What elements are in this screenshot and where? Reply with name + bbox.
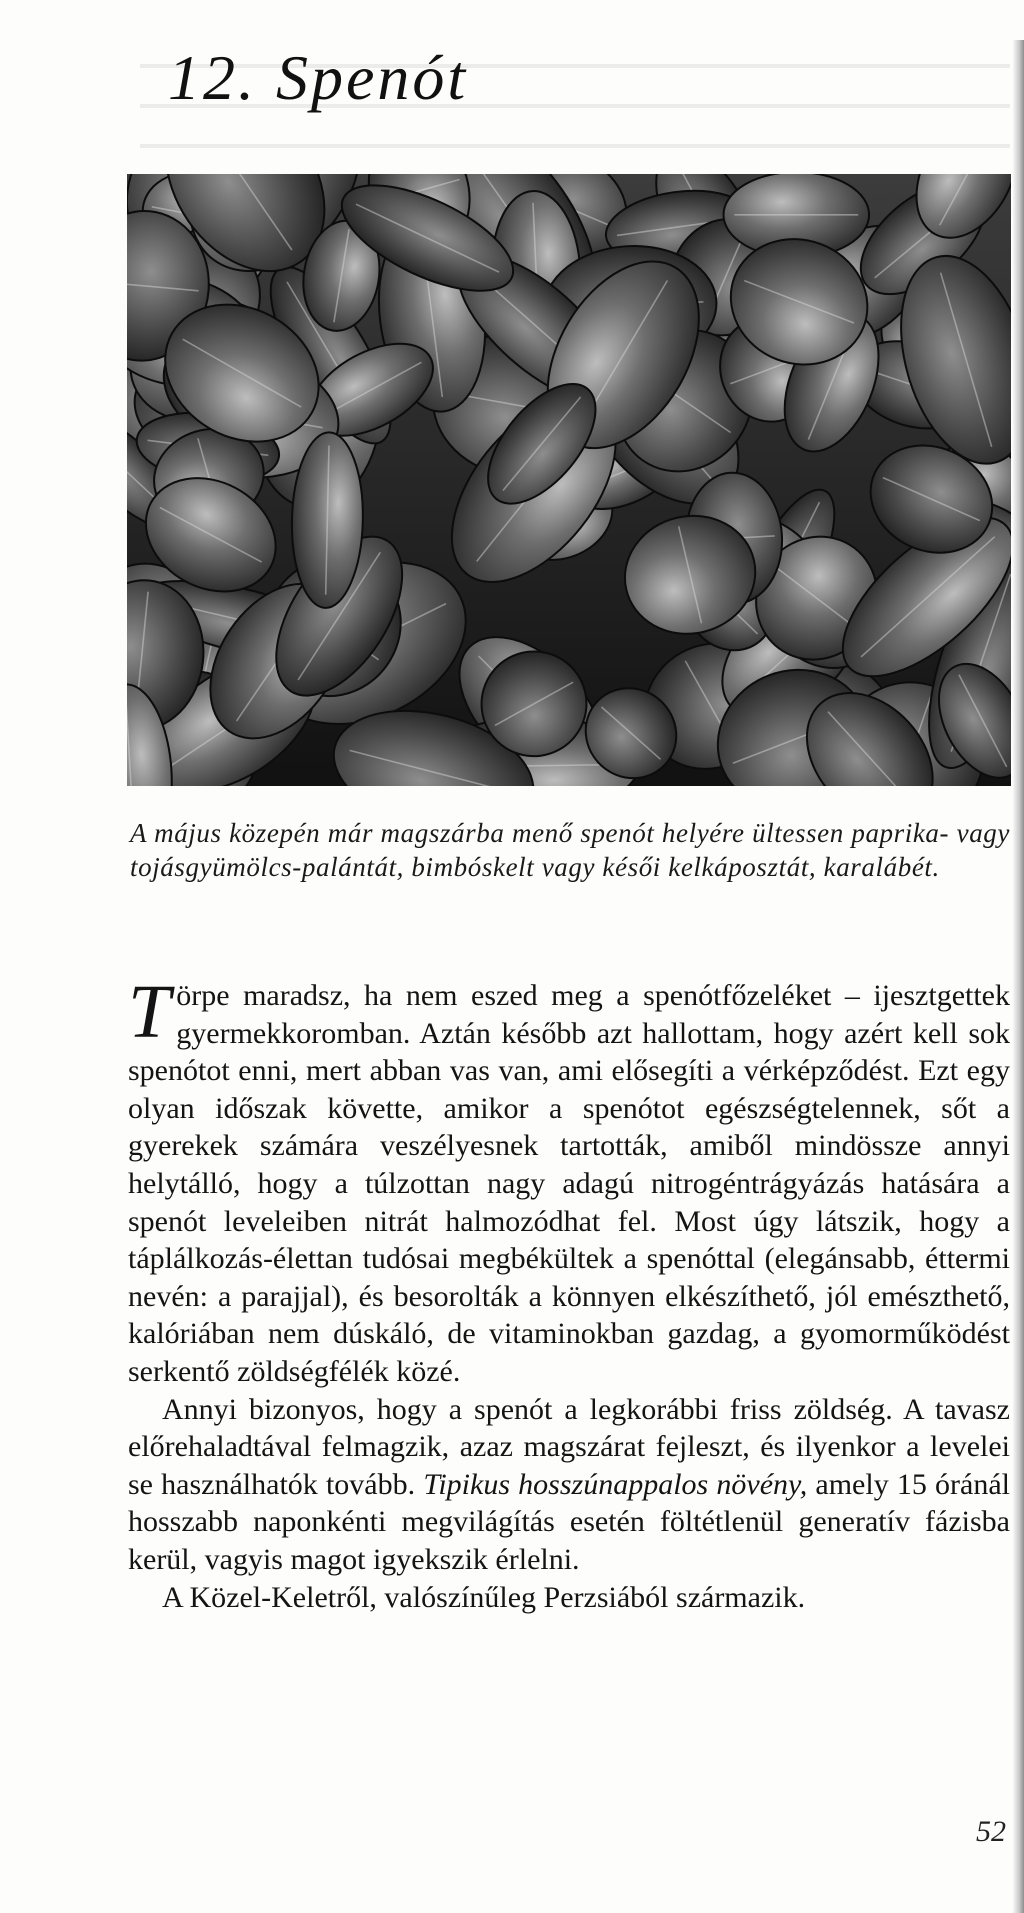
paragraph-2-text-before: Annyi bizonyos, hogy a spenót a legkorábbi friss zöldség. A tavasz előrehaladtával felmagzik, azaz magszárat fejleszt, és ilyenkor a levelei se használhatók tovább. [128, 1392, 1010, 1501]
paragraph-2-emphasis: Tipikus hosszúnappalos növény, [423, 1467, 808, 1501]
chapter-title: 12. Spenót [168, 42, 469, 113]
article-body [128, 970, 1011, 1616]
paragraph-1 [128, 970, 1010, 1391]
photo-caption: A május közepén már magszárba menő spenót helyére ültessen paprika- vagy tojásgyümölcs-palántát, bimbóskelt vagy késői kelkáposztát, karalábét. [130, 818, 1010, 882]
page-number: 52 [976, 1815, 1006, 1848]
paragraph-2-text-after: amely 15 óránál hosszabb naponkénti megvilágítás esetén föltétlenül generatív fázisba kerül, vagyis magot igyekszik érlelni. [128, 1467, 1011, 1576]
page-edge-shadow [1012, 40, 1024, 1913]
paragraph-2 [128, 1391, 1010, 1579]
paragraph-3: A Közel-Keletről, valószínűleg Perzsiából származik. [162, 1580, 806, 1614]
paragraph-1-text: örpe maradsz, ha nem eszed meg a spenótfőzeléket – ijesztgettek gyermekkoromban. Aztán később azt hallottam, hogy azért kell sok spenótot enni, mert abban vas van, ami elősegíti a vérképződést. Ezt egy olyan időszak követte, amikor a spenótot egészségtelennek, sőt a gyerekek számára veszélyesnek tartották, amiből mindössze annyi helytálló, hogy a túlzottan nagy adagú nitrogéntrágyázás hatására a spenót leveleiben nitrát halmozódhat fel. Most úgy látszik, hogy a táplálkozás-élettan tudósai megbékültek a spenóttal (elegánsabb, éttermi nevén: a parajjal), és besorolták a könnyen elkészíthető, jól emészthető, kalóriában nem dúskáló, de vitaminokban gazdag, a gyomorműködést serkentő zöldségfélék közé. [128, 979, 1010, 1388]
spinach-photo [127, 174, 1011, 786]
drop-cap: T [128, 970, 171, 1054]
